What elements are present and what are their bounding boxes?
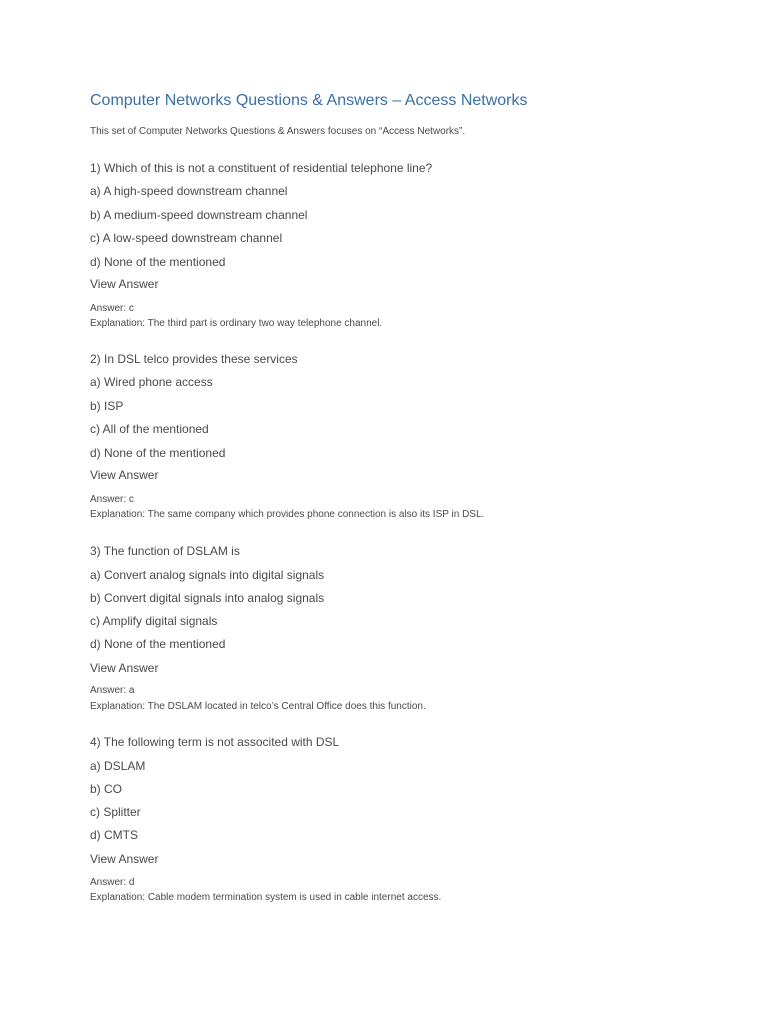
option-d: d) CMTS [90,828,138,842]
option-a: a) Wired phone access [90,375,213,389]
intro-text: This set of Computer Networks Questions & Answers focuses on “Access Networks”. [90,126,466,137]
question-text: 1) Which of this is not a constituent of residential telephone line? [90,161,433,175]
answer-text: Answer: d [90,877,135,888]
option-b: b) ISP [90,399,124,413]
question-text: 2) In DSL telco provides these services [90,352,298,366]
option-b: b) A medium-speed downstream channel [90,208,308,222]
view-answer-link[interactable]: View Answer [90,277,159,291]
answer-text: Answer: c [90,303,134,314]
explanation-text: Explanation: The DSLAM located in telco’s Central Office does this function. [90,701,426,712]
option-c: c) A low-speed downstream channel [90,231,283,245]
page-title: Computer Networks Questions & Answers – Access Networks [90,92,528,109]
explanation-text: Explanation: The third part is ordinary two way telephone channel. [90,318,383,329]
explanation-text: Explanation: The same company which provides phone connection is also its ISP in DSL. [90,509,485,520]
question-text: 4) The following term is not associted with DSL [90,735,340,749]
view-answer-link[interactable]: View Answer [90,852,159,866]
option-d: d) None of the mentioned [90,637,226,651]
option-d: d) None of the mentioned [90,255,226,269]
option-b: b) Convert digital signals into analog signals [90,591,325,605]
question-text: 3) The function of DSLAM is [90,544,240,558]
option-b: b) CO [90,782,123,796]
option-a: a) A high-speed downstream channel [90,184,288,198]
option-c: c) All of the mentioned [90,422,209,436]
answer-text: Answer: a [90,685,135,696]
view-answer-link[interactable]: View Answer [90,661,159,675]
answer-text: Answer: c [90,494,134,505]
option-d: d) None of the mentioned [90,446,226,460]
option-c: c) Amplify digital signals [90,614,218,628]
option-c: c) Splitter [90,805,141,819]
view-answer-link[interactable]: View Answer [90,468,159,482]
explanation-text: Explanation: Cable modem termination system is used in cable internet access. [90,892,442,903]
option-a: a) Convert analog signals into digital signals [90,568,325,582]
option-a: a) DSLAM [90,759,146,773]
